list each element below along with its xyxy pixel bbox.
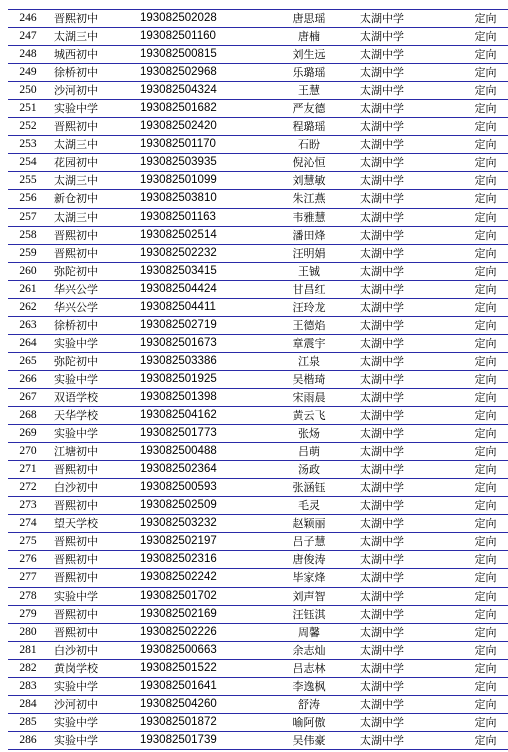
admitted-school: 太湖中学 xyxy=(350,587,455,605)
admission-type: 定向 xyxy=(455,100,508,118)
student-name: 章震宇 xyxy=(268,334,350,352)
admission-type: 定向 xyxy=(455,118,508,136)
admitted-school: 太湖中学 xyxy=(350,136,455,154)
school-name: 弥陀初中 xyxy=(48,352,138,370)
exam-id: 193082504411 xyxy=(138,298,268,316)
row-number: 251 xyxy=(8,100,48,118)
student-name: 吕萌 xyxy=(268,443,350,461)
table-row xyxy=(8,641,508,659)
exam-id: 193082503935 xyxy=(138,154,268,172)
school-name: 太湖三中 xyxy=(48,208,138,226)
student-name: 吴伟豪 xyxy=(268,731,350,749)
admitted-school: 太湖中学 xyxy=(350,10,455,28)
table-row xyxy=(8,226,508,244)
row-number: 275 xyxy=(8,533,48,551)
school-name: 晋熙初中 xyxy=(48,226,138,244)
student-name: 张涵钰 xyxy=(268,479,350,497)
admitted-school: 太湖中学 xyxy=(350,28,455,46)
exam-id: 193082500815 xyxy=(138,46,268,64)
admitted-school: 太湖中学 xyxy=(350,479,455,497)
student-name: 王慧 xyxy=(268,82,350,100)
admission-type: 定向 xyxy=(455,208,508,226)
admission-type: 定向 xyxy=(455,64,508,82)
table-row xyxy=(8,479,508,497)
row-number: 264 xyxy=(8,334,48,352)
admission-type: 定向 xyxy=(455,731,508,749)
admission-type: 定向 xyxy=(455,407,508,425)
admitted-school: 太湖中学 xyxy=(350,208,455,226)
admitted-school: 太湖中学 xyxy=(350,352,455,370)
school-name: 实验中学 xyxy=(48,100,138,118)
row-number: 280 xyxy=(8,623,48,641)
table-row xyxy=(8,695,508,713)
admitted-school: 太湖中学 xyxy=(350,262,455,280)
table-row xyxy=(8,731,508,749)
student-name: 汪玲龙 xyxy=(268,298,350,316)
admitted-school: 太湖中学 xyxy=(350,551,455,569)
exam-id: 193082502232 xyxy=(138,244,268,262)
student-name: 唐楠 xyxy=(268,28,350,46)
admission-type: 定向 xyxy=(455,695,508,713)
admitted-school: 太湖中学 xyxy=(350,280,455,298)
school-name: 太湖三中 xyxy=(48,28,138,46)
table-row xyxy=(8,208,508,226)
school-name: 新仓初中 xyxy=(48,190,138,208)
admission-type: 定向 xyxy=(455,262,508,280)
school-name: 双语学校 xyxy=(48,388,138,406)
exam-id: 193082501925 xyxy=(138,370,268,388)
school-name: 晋熙初中 xyxy=(48,569,138,587)
school-name: 徐桥初中 xyxy=(48,316,138,334)
student-name: 张炀 xyxy=(268,425,350,443)
admitted-school: 太湖中学 xyxy=(350,515,455,533)
table-row xyxy=(8,623,508,641)
admitted-school: 太湖中学 xyxy=(350,497,455,515)
table-row xyxy=(8,388,508,406)
admission-type: 定向 xyxy=(455,605,508,623)
admission-type: 定向 xyxy=(455,370,508,388)
admitted-school: 太湖中学 xyxy=(350,334,455,352)
admission-type: 定向 xyxy=(455,659,508,677)
exam-id: 193082504162 xyxy=(138,407,268,425)
student-name: 乐璐瑶 xyxy=(268,64,350,82)
school-name: 华兴公学 xyxy=(48,280,138,298)
admission-type: 定向 xyxy=(455,280,508,298)
admission-table xyxy=(8,9,508,750)
row-number: 270 xyxy=(8,443,48,461)
student-name: 余志灿 xyxy=(268,641,350,659)
row-number: 263 xyxy=(8,316,48,334)
school-name: 实验中学 xyxy=(48,677,138,695)
admitted-school: 太湖中学 xyxy=(350,659,455,677)
exam-id: 193082502509 xyxy=(138,497,268,515)
admitted-school: 太湖中学 xyxy=(350,677,455,695)
admitted-school: 太湖中学 xyxy=(350,154,455,172)
row-number: 285 xyxy=(8,713,48,731)
student-name: 刘声智 xyxy=(268,587,350,605)
row-number: 257 xyxy=(8,208,48,226)
admitted-school: 太湖中学 xyxy=(350,316,455,334)
table-row xyxy=(8,659,508,677)
school-name: 实验中学 xyxy=(48,587,138,605)
table-row xyxy=(8,28,508,46)
exam-id: 193082500488 xyxy=(138,443,268,461)
table-row xyxy=(8,244,508,262)
table-row xyxy=(8,298,508,316)
student-name: 朱江燕 xyxy=(268,190,350,208)
admission-type: 定向 xyxy=(455,461,508,479)
school-name: 华兴公学 xyxy=(48,298,138,316)
row-number: 266 xyxy=(8,370,48,388)
row-number: 274 xyxy=(8,515,48,533)
exam-id: 193082501398 xyxy=(138,388,268,406)
table-row xyxy=(8,10,508,28)
school-name: 晋熙初中 xyxy=(48,497,138,515)
row-number: 255 xyxy=(8,172,48,190)
exam-id: 193082502364 xyxy=(138,461,268,479)
school-name: 实验中学 xyxy=(48,731,138,749)
student-name: 刘生远 xyxy=(268,46,350,64)
row-number: 281 xyxy=(8,641,48,659)
student-name: 舒涛 xyxy=(268,695,350,713)
table-row xyxy=(8,443,508,461)
row-number: 286 xyxy=(8,731,48,749)
admitted-school: 太湖中学 xyxy=(350,46,455,64)
row-number: 247 xyxy=(8,28,48,46)
student-name: 吴楷琦 xyxy=(268,370,350,388)
exam-id: 193082503386 xyxy=(138,352,268,370)
school-name: 沙河初中 xyxy=(48,695,138,713)
row-number: 248 xyxy=(8,46,48,64)
admitted-school: 太湖中学 xyxy=(350,370,455,388)
table-row xyxy=(8,461,508,479)
admitted-school: 太湖中学 xyxy=(350,713,455,731)
exam-id: 193082501872 xyxy=(138,713,268,731)
table-row xyxy=(8,100,508,118)
exam-id: 193082501170 xyxy=(138,136,268,154)
admission-type: 定向 xyxy=(455,316,508,334)
admitted-school: 太湖中学 xyxy=(350,425,455,443)
admitted-school: 太湖中学 xyxy=(350,533,455,551)
exam-id: 193082501739 xyxy=(138,731,268,749)
school-name: 实验中学 xyxy=(48,334,138,352)
row-number: 258 xyxy=(8,226,48,244)
student-name: 唐思瑶 xyxy=(268,10,350,28)
school-name: 晋熙初中 xyxy=(48,118,138,136)
row-number: 273 xyxy=(8,497,48,515)
student-name: 李逸枫 xyxy=(268,677,350,695)
school-name: 太湖三中 xyxy=(48,136,138,154)
row-number: 265 xyxy=(8,352,48,370)
admission-type: 定向 xyxy=(455,515,508,533)
table-row xyxy=(8,352,508,370)
table-row xyxy=(8,370,508,388)
exam-id: 193082502226 xyxy=(138,623,268,641)
school-name: 天华学校 xyxy=(48,407,138,425)
exam-id: 193082501099 xyxy=(138,172,268,190)
admission-type: 定向 xyxy=(455,136,508,154)
admitted-school: 太湖中学 xyxy=(350,623,455,641)
row-number: 277 xyxy=(8,569,48,587)
admission-type: 定向 xyxy=(455,479,508,497)
student-name: 汪明娟 xyxy=(268,244,350,262)
row-number: 246 xyxy=(8,10,48,28)
exam-id: 193082501702 xyxy=(138,587,268,605)
admission-type: 定向 xyxy=(455,677,508,695)
table-row xyxy=(8,334,508,352)
student-name: 王德焰 xyxy=(268,316,350,334)
admission-type: 定向 xyxy=(455,244,508,262)
school-name: 晋熙初中 xyxy=(48,533,138,551)
row-number: 254 xyxy=(8,154,48,172)
admission-type: 定向 xyxy=(455,587,508,605)
student-name: 周馨 xyxy=(268,623,350,641)
table-row xyxy=(8,172,508,190)
exam-id: 193082502719 xyxy=(138,316,268,334)
school-name: 晋熙初中 xyxy=(48,461,138,479)
exam-id: 193082501682 xyxy=(138,100,268,118)
admission-type: 定向 xyxy=(455,641,508,659)
table-row xyxy=(8,316,508,334)
school-name: 徐桥初中 xyxy=(48,64,138,82)
table-row xyxy=(8,551,508,569)
student-name: 汤政 xyxy=(268,461,350,479)
table-row xyxy=(8,280,508,298)
admitted-school: 太湖中学 xyxy=(350,244,455,262)
row-number: 271 xyxy=(8,461,48,479)
row-number: 253 xyxy=(8,136,48,154)
row-number: 261 xyxy=(8,280,48,298)
student-name: 石盼 xyxy=(268,136,350,154)
student-name: 严友德 xyxy=(268,100,350,118)
admission-type: 定向 xyxy=(455,425,508,443)
exam-id: 193082502420 xyxy=(138,118,268,136)
student-name: 宋雨晨 xyxy=(268,388,350,406)
school-name: 太湖三中 xyxy=(48,172,138,190)
school-name: 花园初中 xyxy=(48,154,138,172)
admission-type: 定向 xyxy=(455,172,508,190)
admitted-school: 太湖中学 xyxy=(350,407,455,425)
table-row xyxy=(8,713,508,731)
school-name: 实验中学 xyxy=(48,425,138,443)
school-name: 沙河初中 xyxy=(48,82,138,100)
table-row xyxy=(8,677,508,695)
student-name: 潘田烽 xyxy=(268,226,350,244)
admitted-school: 太湖中学 xyxy=(350,605,455,623)
exam-id: 193082502169 xyxy=(138,605,268,623)
admission-type: 定向 xyxy=(455,154,508,172)
school-name: 晋熙初中 xyxy=(48,605,138,623)
admitted-school: 太湖中学 xyxy=(350,82,455,100)
admission-type: 定向 xyxy=(455,569,508,587)
school-name: 晋熙初中 xyxy=(48,10,138,28)
admission-type: 定向 xyxy=(455,713,508,731)
student-name: 王铖 xyxy=(268,262,350,280)
student-name: 刘慧敏 xyxy=(268,172,350,190)
student-name: 赵颖丽 xyxy=(268,515,350,533)
admission-type: 定向 xyxy=(455,352,508,370)
table-row xyxy=(8,425,508,443)
exam-id: 193082501160 xyxy=(138,28,268,46)
school-name: 实验中学 xyxy=(48,370,138,388)
admission-type: 定向 xyxy=(455,28,508,46)
school-name: 江塘初中 xyxy=(48,443,138,461)
student-name: 唐俊涛 xyxy=(268,551,350,569)
admitted-school: 太湖中学 xyxy=(350,695,455,713)
table-row xyxy=(8,569,508,587)
admitted-school: 太湖中学 xyxy=(350,226,455,244)
table-row xyxy=(8,497,508,515)
admitted-school: 太湖中学 xyxy=(350,641,455,659)
school-name: 望天学校 xyxy=(48,515,138,533)
student-name: 喻阿傲 xyxy=(268,713,350,731)
admission-type: 定向 xyxy=(455,82,508,100)
row-number: 268 xyxy=(8,407,48,425)
exam-id: 193082502514 xyxy=(138,226,268,244)
admission-type: 定向 xyxy=(455,10,508,28)
admission-type: 定向 xyxy=(455,46,508,64)
row-number: 282 xyxy=(8,659,48,677)
school-name: 黄岗学校 xyxy=(48,659,138,677)
exam-id: 193082502316 xyxy=(138,551,268,569)
admitted-school: 太湖中学 xyxy=(350,388,455,406)
exam-id: 193082501641 xyxy=(138,677,268,695)
admitted-school: 太湖中学 xyxy=(350,64,455,82)
school-name: 城西初中 xyxy=(48,46,138,64)
row-number: 276 xyxy=(8,551,48,569)
table-body xyxy=(8,10,508,750)
student-name: 倪沁恒 xyxy=(268,154,350,172)
admitted-school: 太湖中学 xyxy=(350,569,455,587)
row-number: 260 xyxy=(8,262,48,280)
school-name: 晋熙初中 xyxy=(48,551,138,569)
student-name: 甘昌红 xyxy=(268,280,350,298)
admitted-school: 太湖中学 xyxy=(350,443,455,461)
admitted-school: 太湖中学 xyxy=(350,298,455,316)
admission-type: 定向 xyxy=(455,533,508,551)
exam-id: 193082500663 xyxy=(138,641,268,659)
exam-id: 193082504324 xyxy=(138,82,268,100)
admission-type: 定向 xyxy=(455,298,508,316)
table-row xyxy=(8,407,508,425)
exam-id: 193082502968 xyxy=(138,64,268,82)
row-number: 252 xyxy=(8,118,48,136)
row-number: 267 xyxy=(8,388,48,406)
admitted-school: 太湖中学 xyxy=(350,172,455,190)
exam-id: 193082501773 xyxy=(138,425,268,443)
school-name: 白沙初中 xyxy=(48,641,138,659)
exam-id: 193082504424 xyxy=(138,280,268,298)
table-row xyxy=(8,533,508,551)
exam-id: 193082501522 xyxy=(138,659,268,677)
row-number: 279 xyxy=(8,605,48,623)
school-name: 晋熙初中 xyxy=(48,623,138,641)
row-number: 283 xyxy=(8,677,48,695)
row-number: 256 xyxy=(8,190,48,208)
exam-id: 193082502197 xyxy=(138,533,268,551)
table-row xyxy=(8,515,508,533)
table-row xyxy=(8,154,508,172)
row-number: 278 xyxy=(8,587,48,605)
admitted-school: 太湖中学 xyxy=(350,731,455,749)
table-row xyxy=(8,118,508,136)
admission-type: 定向 xyxy=(455,388,508,406)
admission-list-page xyxy=(8,9,498,750)
student-name: 吕志林 xyxy=(268,659,350,677)
table-row xyxy=(8,64,508,82)
admitted-school: 太湖中学 xyxy=(350,118,455,136)
row-number: 284 xyxy=(8,695,48,713)
exam-id: 193082504260 xyxy=(138,695,268,713)
admission-type: 定向 xyxy=(455,623,508,641)
exam-id: 193082503415 xyxy=(138,262,268,280)
table-row xyxy=(8,190,508,208)
admitted-school: 太湖中学 xyxy=(350,190,455,208)
student-name: 韦雅慧 xyxy=(268,208,350,226)
table-row xyxy=(8,587,508,605)
school-name: 晋熙初中 xyxy=(48,244,138,262)
row-number: 262 xyxy=(8,298,48,316)
exam-id: 193082500593 xyxy=(138,479,268,497)
table-row xyxy=(8,82,508,100)
student-name: 汪钰淇 xyxy=(268,605,350,623)
school-name: 实验中学 xyxy=(48,713,138,731)
row-number: 269 xyxy=(8,425,48,443)
admitted-school: 太湖中学 xyxy=(350,461,455,479)
exam-id: 193082503232 xyxy=(138,515,268,533)
admission-type: 定向 xyxy=(455,334,508,352)
admission-type: 定向 xyxy=(455,497,508,515)
exam-id: 193082501163 xyxy=(138,208,268,226)
table-row xyxy=(8,136,508,154)
exam-id: 193082502242 xyxy=(138,569,268,587)
admission-type: 定向 xyxy=(455,551,508,569)
table-row xyxy=(8,605,508,623)
table-row xyxy=(8,46,508,64)
admission-type: 定向 xyxy=(455,226,508,244)
student-name: 毛灵 xyxy=(268,497,350,515)
student-name: 江泉 xyxy=(268,352,350,370)
admission-type: 定向 xyxy=(455,190,508,208)
student-name: 程璐瑶 xyxy=(268,118,350,136)
row-number: 250 xyxy=(8,82,48,100)
student-name: 吕子慧 xyxy=(268,533,350,551)
row-number: 249 xyxy=(8,64,48,82)
exam-id: 193082502028 xyxy=(138,10,268,28)
school-name: 弥陀初中 xyxy=(48,262,138,280)
admission-type: 定向 xyxy=(455,443,508,461)
exam-id: 193082503810 xyxy=(138,190,268,208)
table-row xyxy=(8,262,508,280)
school-name: 白沙初中 xyxy=(48,479,138,497)
admitted-school: 太湖中学 xyxy=(350,100,455,118)
row-number: 259 xyxy=(8,244,48,262)
row-number: 272 xyxy=(8,479,48,497)
student-name: 黄云飞 xyxy=(268,407,350,425)
student-name: 毕家烽 xyxy=(268,569,350,587)
exam-id: 193082501673 xyxy=(138,334,268,352)
